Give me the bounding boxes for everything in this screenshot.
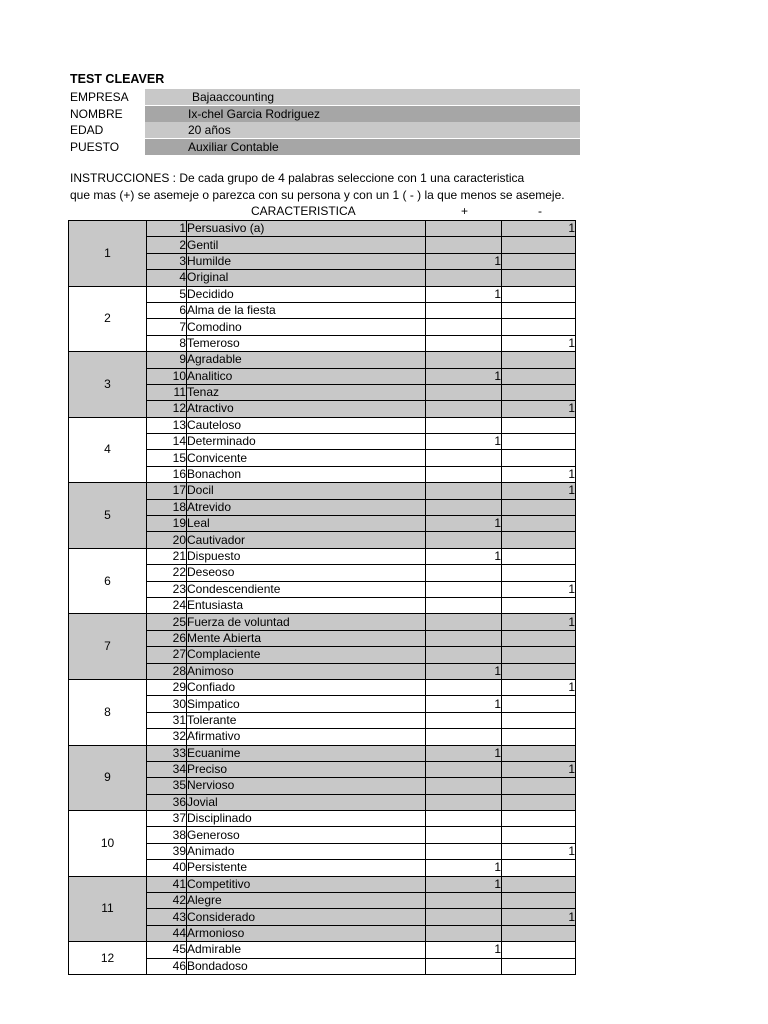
minus-mark-cell[interactable]: [502, 958, 576, 974]
characteristic-cell[interactable]: Afirmativo: [187, 729, 426, 745]
plus-mark-cell[interactable]: [426, 778, 502, 794]
item-number-cell[interactable]: 6: [147, 302, 187, 318]
item-number-cell[interactable]: 12: [147, 401, 187, 417]
table-row: [69, 221, 576, 237]
characteristic-cell[interactable]: Ecuanime: [187, 745, 426, 761]
characteristic-cell[interactable]: Entusiasta: [187, 597, 426, 613]
plus-mark-cell[interactable]: 1: [426, 368, 502, 384]
plus-mark-cell[interactable]: [426, 679, 502, 695]
plus-mark-cell[interactable]: [426, 909, 502, 925]
minus-mark-cell[interactable]: 1: [502, 614, 576, 630]
table-row: [69, 614, 576, 630]
characteristic-cell[interactable]: Atrevido: [187, 499, 426, 515]
characteristic-column-header: CARACTERISTICA: [251, 204, 356, 218]
minus-mark-cell[interactable]: 1: [502, 679, 576, 695]
item-number-cell[interactable]: 33: [147, 745, 187, 761]
minus-mark-cell[interactable]: [502, 532, 576, 548]
edad-value: 20 años: [188, 123, 231, 137]
characteristics-table: [68, 220, 576, 975]
minus-mark-cell[interactable]: [502, 302, 576, 318]
nombre-value: Ix-chel Garcia Rodriguez: [188, 107, 321, 121]
plus-mark-cell[interactable]: [426, 450, 502, 466]
characteristic-cell[interactable]: Complaciente: [187, 647, 426, 663]
minus-mark-cell[interactable]: [502, 319, 576, 335]
characteristic-cell[interactable]: Animado: [187, 843, 426, 859]
characteristic-cell[interactable]: Humilde: [187, 253, 426, 269]
item-number-cell[interactable]: 36: [147, 794, 187, 810]
characteristics-table-body: [69, 221, 576, 975]
group-number-cell[interactable]: 8: [69, 679, 147, 745]
minus-mark-cell[interactable]: [502, 745, 576, 761]
plus-mark-cell[interactable]: 1: [426, 434, 502, 450]
item-number-cell[interactable]: 27: [147, 647, 187, 663]
table-row: [69, 942, 576, 958]
characteristic-cell[interactable]: Considerado: [187, 909, 426, 925]
item-number-cell[interactable]: 10: [147, 368, 187, 384]
item-number-cell[interactable]: 35: [147, 778, 187, 794]
minus-mark-cell[interactable]: [502, 237, 576, 253]
instructions-line-1: INSTRUCCIONES : De cada grupo de 4 palabras seleccione con 1 una caracteristica: [70, 171, 525, 185]
minus-mark-cell[interactable]: [502, 778, 576, 794]
plus-mark-cell[interactable]: [426, 843, 502, 859]
item-number-cell[interactable]: 24: [147, 597, 187, 613]
plus-mark-cell[interactable]: 1: [426, 942, 502, 958]
characteristic-cell[interactable]: Nervioso: [187, 778, 426, 794]
characteristic-cell[interactable]: Original: [187, 270, 426, 286]
characteristic-cell[interactable]: Fuerza de voluntad: [187, 614, 426, 630]
item-number-cell[interactable]: 20: [147, 532, 187, 548]
empresa-row: [70, 89, 580, 105]
item-number-cell[interactable]: 14: [147, 434, 187, 450]
characteristic-cell[interactable]: Dispuesto: [187, 548, 426, 564]
item-number-cell[interactable]: 32: [147, 729, 187, 745]
characteristic-cell[interactable]: Alma de la fiesta: [187, 302, 426, 318]
table-row: [69, 352, 576, 368]
minus-mark-cell[interactable]: [502, 516, 576, 532]
minus-mark-cell[interactable]: [502, 827, 576, 843]
group-number-cell[interactable]: 6: [69, 548, 147, 614]
minus-mark-cell[interactable]: [502, 876, 576, 892]
plus-mark-cell[interactable]: [426, 958, 502, 974]
minus-mark-cell[interactable]: [502, 384, 576, 400]
instructions-line-2: que mas (+) se asemeje o parezca con su persona y con un 1 ( - ) la que menos se asemeje.: [70, 188, 565, 202]
table-row: [69, 876, 576, 892]
table-row: [69, 548, 576, 564]
minus-mark-cell[interactable]: [502, 630, 576, 646]
minus-mark-cell[interactable]: 1: [502, 401, 576, 417]
item-number-cell[interactable]: 22: [147, 565, 187, 581]
characteristic-cell[interactable]: Deseoso: [187, 565, 426, 581]
edad-cell[interactable]: [145, 122, 580, 138]
minus-mark-cell[interactable]: [502, 565, 576, 581]
plus-mark-cell[interactable]: [426, 614, 502, 630]
characteristic-cell[interactable]: Alegre: [187, 893, 426, 909]
plus-mark-cell[interactable]: [426, 827, 502, 843]
plus-mark-cell[interactable]: [426, 270, 502, 286]
minus-mark-cell[interactable]: 1: [502, 761, 576, 777]
nombre-row: [70, 106, 580, 122]
plus-mark-cell[interactable]: 1: [426, 663, 502, 679]
minus-mark-cell[interactable]: [502, 794, 576, 810]
characteristic-cell[interactable]: Confiado: [187, 679, 426, 695]
minus-mark-cell[interactable]: [502, 352, 576, 368]
item-number-cell[interactable]: 3: [147, 253, 187, 269]
plus-mark-cell[interactable]: [426, 811, 502, 827]
table-row: [69, 811, 576, 827]
test-title: TEST CLEAVER: [70, 72, 165, 86]
item-number-cell[interactable]: 43: [147, 909, 187, 925]
puesto-value: Auxiliar Contable: [188, 140, 279, 154]
minus-mark-cell[interactable]: 1: [502, 483, 576, 499]
minus-mark-cell[interactable]: [502, 712, 576, 728]
item-number-cell[interactable]: 23: [147, 581, 187, 597]
table-row: [69, 483, 576, 499]
item-number-cell[interactable]: 25: [147, 614, 187, 630]
table-row: [69, 679, 576, 695]
item-number-cell[interactable]: 34: [147, 761, 187, 777]
plus-mark-cell[interactable]: 1: [426, 516, 502, 532]
item-number-cell[interactable]: 9: [147, 352, 187, 368]
characteristic-cell[interactable]: Jovial: [187, 794, 426, 810]
plus-mark-cell[interactable]: [426, 630, 502, 646]
group-number-cell[interactable]: 5: [69, 483, 147, 549]
table-row: [69, 286, 576, 302]
plus-mark-cell[interactable]: [426, 384, 502, 400]
group-number-cell[interactable]: 4: [69, 417, 147, 483]
characteristic-cell[interactable]: Generoso: [187, 827, 426, 843]
edad-row: [70, 122, 580, 138]
characteristic-cell[interactable]: Disciplinado: [187, 811, 426, 827]
item-number-cell[interactable]: 5: [147, 286, 187, 302]
item-number-cell[interactable]: 2: [147, 237, 187, 253]
minus-mark-cell[interactable]: [502, 893, 576, 909]
item-number-cell[interactable]: 38: [147, 827, 187, 843]
empresa-label: EMPRESA: [70, 90, 129, 104]
characteristic-cell[interactable]: Determinado: [187, 434, 426, 450]
item-number-cell[interactable]: 8: [147, 335, 187, 351]
item-number-cell[interactable]: 37: [147, 811, 187, 827]
characteristic-cell[interactable]: Armonioso: [187, 925, 426, 941]
nombre-label: NOMBRE: [70, 107, 123, 121]
plus-mark-cell[interactable]: [426, 532, 502, 548]
puesto-row: [70, 139, 580, 155]
characteristic-cell[interactable]: Cauteloso: [187, 417, 426, 433]
characteristic-cell[interactable]: Gentil: [187, 237, 426, 253]
minus-mark-cell[interactable]: [502, 499, 576, 515]
item-number-cell[interactable]: 16: [147, 466, 187, 482]
plus-mark-cell[interactable]: [426, 483, 502, 499]
characteristic-cell[interactable]: Tolerante: [187, 712, 426, 728]
plus-mark-cell[interactable]: [426, 565, 502, 581]
minus-mark-cell[interactable]: 1: [502, 221, 576, 237]
characteristic-cell[interactable]: Analitico: [187, 368, 426, 384]
item-number-cell[interactable]: 7: [147, 319, 187, 335]
minus-mark-cell[interactable]: [502, 450, 576, 466]
characteristic-cell[interactable]: Mente Abierta: [187, 630, 426, 646]
minus-mark-cell[interactable]: [502, 434, 576, 450]
group-number-cell[interactable]: 1: [69, 221, 147, 287]
characteristic-cell[interactable]: Cautivador: [187, 532, 426, 548]
table-row: [69, 745, 576, 761]
item-number-cell[interactable]: 11: [147, 384, 187, 400]
item-number-cell[interactable]: 42: [147, 893, 187, 909]
plus-mark-cell[interactable]: [426, 401, 502, 417]
characteristic-cell[interactable]: Simpatico: [187, 696, 426, 712]
item-number-cell[interactable]: 13: [147, 417, 187, 433]
group-number-cell[interactable]: 10: [69, 811, 147, 877]
puesto-label: PUESTO: [70, 140, 120, 154]
plus-mark-cell[interactable]: [426, 729, 502, 745]
item-number-cell[interactable]: 40: [147, 860, 187, 876]
plus-mark-cell[interactable]: 1: [426, 860, 502, 876]
edad-label: EDAD: [70, 123, 104, 137]
item-number-cell[interactable]: 18: [147, 499, 187, 515]
puesto-cell[interactable]: [145, 139, 580, 155]
minus-mark-cell[interactable]: [502, 663, 576, 679]
minus-mark-cell[interactable]: [502, 597, 576, 613]
plus-mark-cell[interactable]: [426, 893, 502, 909]
item-number-cell[interactable]: 41: [147, 876, 187, 892]
plus-mark-cell[interactable]: [426, 761, 502, 777]
minus-mark-cell[interactable]: [502, 696, 576, 712]
empresa-cell[interactable]: [145, 89, 580, 105]
item-number-cell[interactable]: 19: [147, 516, 187, 532]
item-number-cell[interactable]: 21: [147, 548, 187, 564]
plus-mark-cell[interactable]: 1: [426, 253, 502, 269]
characteristic-cell[interactable]: Convicente: [187, 450, 426, 466]
plus-mark-cell[interactable]: [426, 925, 502, 941]
item-number-cell[interactable]: 17: [147, 483, 187, 499]
characteristic-cell[interactable]: Admirable: [187, 942, 426, 958]
item-number-cell[interactable]: 30: [147, 696, 187, 712]
group-number-cell[interactable]: 12: [69, 942, 147, 975]
characteristic-cell[interactable]: Atractivo: [187, 401, 426, 417]
characteristic-cell[interactable]: Animoso: [187, 663, 426, 679]
item-number-cell[interactable]: 4: [147, 270, 187, 286]
minus-mark-cell[interactable]: [502, 925, 576, 941]
group-number-cell[interactable]: 9: [69, 745, 147, 811]
characteristic-cell[interactable]: Bonachon: [187, 466, 426, 482]
plus-mark-cell[interactable]: [426, 352, 502, 368]
plus-mark-cell[interactable]: 1: [426, 286, 502, 302]
plus-mark-cell[interactable]: [426, 335, 502, 351]
empresa-value: Bajaaccounting: [192, 90, 275, 104]
minus-column-header: -: [538, 204, 542, 218]
characteristic-cell[interactable]: Comodino: [187, 319, 426, 335]
minus-mark-cell[interactable]: [502, 811, 576, 827]
characteristic-cell[interactable]: Competitivo: [187, 876, 426, 892]
minus-mark-cell[interactable]: [502, 417, 576, 433]
characteristic-cell[interactable]: Docil: [187, 483, 426, 499]
plus-mark-cell[interactable]: 1: [426, 696, 502, 712]
table-row: [69, 417, 576, 433]
minus-mark-cell[interactable]: [502, 270, 576, 286]
item-number-cell[interactable]: 1: [147, 221, 187, 237]
minus-mark-cell[interactable]: [502, 729, 576, 745]
plus-mark-cell[interactable]: [426, 597, 502, 613]
plus-mark-cell[interactable]: [426, 417, 502, 433]
plus-mark-cell[interactable]: 1: [426, 548, 502, 564]
minus-mark-cell[interactable]: [502, 548, 576, 564]
nombre-cell[interactable]: [145, 106, 580, 122]
minus-mark-cell[interactable]: 1: [502, 335, 576, 351]
minus-mark-cell[interactable]: [502, 253, 576, 269]
plus-mark-cell[interactable]: [426, 647, 502, 663]
group-number-cell[interactable]: 2: [69, 286, 147, 352]
characteristic-cell[interactable]: Preciso: [187, 761, 426, 777]
plus-mark-cell[interactable]: [426, 466, 502, 482]
group-number-cell[interactable]: 7: [69, 614, 147, 680]
characteristic-cell[interactable]: Bondadoso: [187, 958, 426, 974]
item-number-cell[interactable]: 26: [147, 630, 187, 646]
plus-mark-cell[interactable]: [426, 319, 502, 335]
item-number-cell[interactable]: 31: [147, 712, 187, 728]
plus-mark-cell[interactable]: [426, 581, 502, 597]
plus-mark-cell[interactable]: [426, 237, 502, 253]
item-number-cell[interactable]: 39: [147, 843, 187, 859]
item-number-cell[interactable]: 46: [147, 958, 187, 974]
item-number-cell[interactable]: 29: [147, 679, 187, 695]
plus-mark-cell[interactable]: 1: [426, 745, 502, 761]
characteristic-cell[interactable]: Tenaz: [187, 384, 426, 400]
plus-mark-cell[interactable]: [426, 712, 502, 728]
characteristic-cell[interactable]: Temeroso: [187, 335, 426, 351]
group-number-cell[interactable]: 11: [69, 876, 147, 942]
item-number-cell[interactable]: 44: [147, 925, 187, 941]
plus-mark-cell[interactable]: [426, 794, 502, 810]
plus-column-header: +: [461, 204, 469, 218]
minus-mark-cell[interactable]: 1: [502, 843, 576, 859]
characteristic-cell[interactable]: Condescendiente: [187, 581, 426, 597]
characteristic-cell[interactable]: Persistente: [187, 860, 426, 876]
characteristic-cell[interactable]: Agradable: [187, 352, 426, 368]
item-number-cell[interactable]: 45: [147, 942, 187, 958]
characteristic-cell[interactable]: Decidido: [187, 286, 426, 302]
plus-mark-cell[interactable]: [426, 221, 502, 237]
minus-mark-cell[interactable]: 1: [502, 581, 576, 597]
group-number-cell[interactable]: 3: [69, 352, 147, 418]
plus-mark-cell[interactable]: 1: [426, 876, 502, 892]
minus-mark-cell[interactable]: [502, 286, 576, 302]
item-number-cell[interactable]: 28: [147, 663, 187, 679]
plus-mark-cell[interactable]: [426, 499, 502, 515]
plus-mark-cell[interactable]: [426, 302, 502, 318]
minus-mark-cell[interactable]: [502, 368, 576, 384]
minus-mark-cell[interactable]: [502, 942, 576, 958]
item-number-cell[interactable]: 15: [147, 450, 187, 466]
minus-mark-cell[interactable]: [502, 647, 576, 663]
characteristic-cell[interactable]: Persuasivo (a): [187, 221, 426, 237]
characteristic-cell[interactable]: Leal: [187, 516, 426, 532]
minus-mark-cell[interactable]: 1: [502, 909, 576, 925]
minus-mark-cell[interactable]: 1: [502, 466, 576, 482]
minus-mark-cell[interactable]: [502, 860, 576, 876]
